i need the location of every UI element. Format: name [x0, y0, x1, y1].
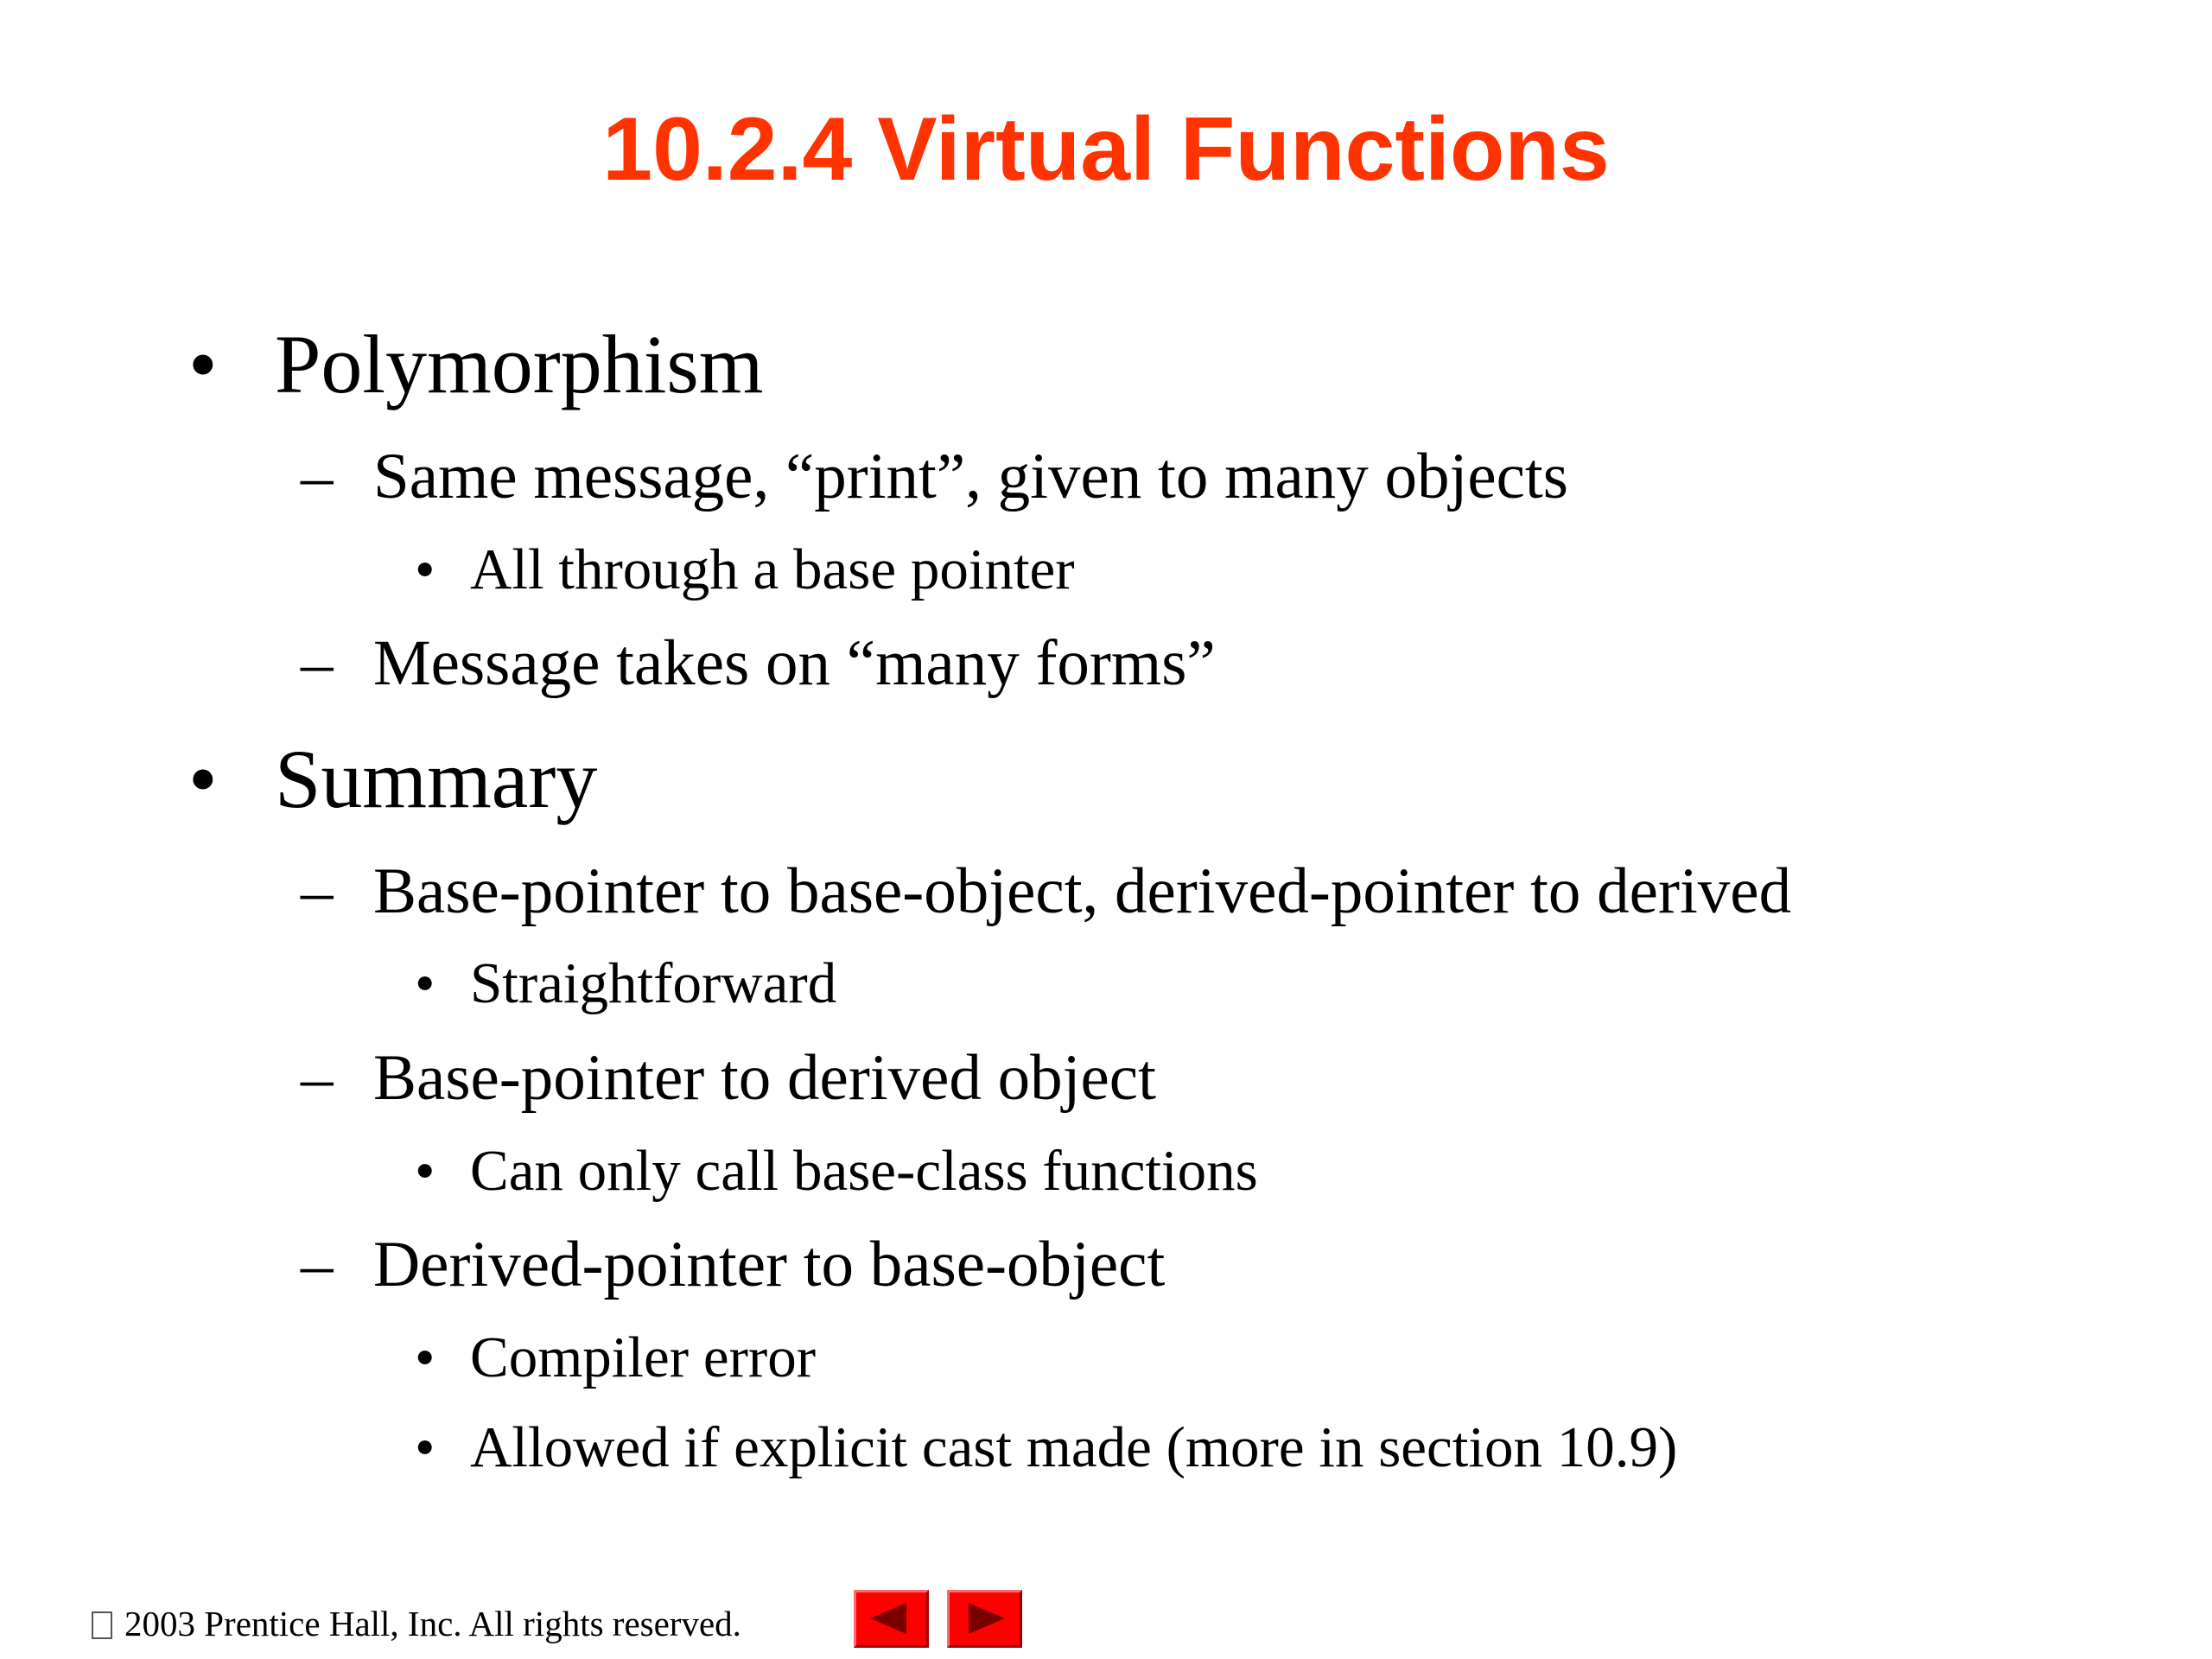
dash-marker: –	[301, 441, 334, 512]
bullet-marker: •	[415, 537, 435, 601]
copyright-footer	[92, 1602, 741, 1645]
previous-slide-button[interactable]	[854, 1590, 929, 1648]
bullet-marker: •	[415, 1325, 435, 1389]
bullet-text: Straightforward	[470, 951, 837, 1015]
left-arrow-icon	[856, 1592, 926, 1645]
bullet-text: All through a base pointer	[470, 537, 1075, 601]
copyright-glyph-icon	[92, 1611, 112, 1639]
right-arrow-icon	[950, 1592, 1020, 1645]
bullet-text: Can only call base-class functions	[470, 1139, 1258, 1203]
bullet-text: Message takes on “many forms”	[373, 627, 1216, 699]
copyright-text: 2003 Prentice Hall, Inc. All rights reserved.	[124, 1604, 741, 1643]
bullet-text: Summary	[275, 733, 598, 825]
next-slide-button[interactable]	[947, 1590, 1022, 1648]
bullet-marker: •	[415, 1139, 435, 1203]
dash-marker: –	[301, 855, 334, 927]
bullet-marker: •	[188, 318, 218, 410]
bullet-text: Compiler error	[470, 1325, 817, 1389]
bullet-text: Allowed if explicit cast made (more in section 10.9)	[470, 1415, 1678, 1479]
dash-marker: –	[301, 1229, 334, 1300]
slide-title: 10.2.4 Virtual Functions	[602, 99, 1610, 200]
dash-marker: –	[301, 627, 334, 699]
bullet-text: Base-pointer to base-object, derived-pointer to derived	[373, 855, 1792, 927]
bullet-text: Polymorphism	[275, 318, 764, 410]
bullet-marker: •	[415, 1415, 435, 1479]
bullet-marker: •	[188, 733, 218, 825]
bullet-text: Base-pointer to derived object	[373, 1042, 1156, 1114]
bullet-marker: •	[415, 951, 435, 1015]
bullet-text: Derived-pointer to base-object	[373, 1229, 1166, 1300]
dash-marker: –	[301, 1042, 334, 1114]
bullet-text: Same message, “print”, given to many objects	[373, 441, 1568, 512]
